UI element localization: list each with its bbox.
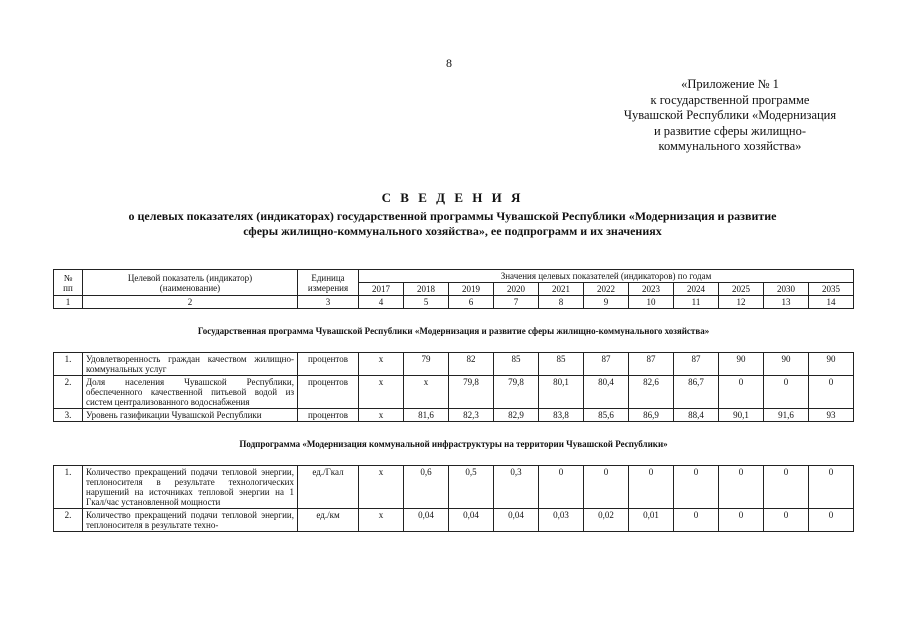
indicator-value: 83,8 (539, 409, 584, 422)
indicator-value: 79,8 (449, 376, 494, 409)
column-number: 7 (494, 296, 539, 309)
header-year: 2035 (809, 283, 854, 296)
indicator-value: 0 (764, 466, 809, 509)
indicator-name: Уровень газификации Чувашской Республики (83, 409, 298, 422)
table-row (54, 353, 854, 376)
indicator-value: 81,6 (404, 409, 449, 422)
indicator-value: x (404, 376, 449, 409)
indicator-value: 87 (674, 353, 719, 376)
subtitle-line: о целевых показателях (индикаторах) государственной программы Чувашской Республики «Модернизация и развитие (128, 209, 777, 223)
indicator-value: 91,6 (764, 409, 809, 422)
indicator-value: 0,04 (449, 509, 494, 532)
indicator-unit: ед./Гкал (298, 466, 359, 509)
indicator-value: 90 (764, 353, 809, 376)
appendix-note (600, 77, 860, 155)
header-year: 2030 (764, 283, 809, 296)
header-unit: Единица измерения (298, 270, 359, 296)
table-header-row (54, 270, 854, 283)
indicator-value: x (359, 353, 404, 376)
indicator-value: 0 (764, 376, 809, 409)
header-year: 2018 (404, 283, 449, 296)
indicator-value: x (359, 466, 404, 509)
indicator-value: 85,6 (584, 409, 629, 422)
header-year: 2019 (449, 283, 494, 296)
indicator-value: 80,4 (584, 376, 629, 409)
indicator-value: 82,6 (629, 376, 674, 409)
indicator-value: 0 (719, 509, 764, 532)
indicator-value: 79,8 (494, 376, 539, 409)
indicator-value: 90 (809, 353, 854, 376)
header-indicator: Целевой показатель (индикатор) (наименование) (83, 270, 298, 296)
indicator-value: 0,04 (404, 509, 449, 532)
table-row (54, 466, 854, 509)
indicator-value: 82,9 (494, 409, 539, 422)
indicator-value: 0 (674, 509, 719, 532)
row-number: 1. (54, 466, 83, 509)
row-number: 2. (54, 376, 83, 409)
table-row (54, 376, 854, 409)
row-number: 2. (54, 509, 83, 532)
indicator-value: 90,1 (719, 409, 764, 422)
appendix-line: и развитие сферы жилищно- (653, 123, 807, 138)
header-year: 2017 (359, 283, 404, 296)
indicator-value: 0 (719, 376, 764, 409)
header-year: 2020 (494, 283, 539, 296)
indicator-value: 0 (809, 509, 854, 532)
indicator-value: 80,1 (539, 376, 584, 409)
column-number: 14 (809, 296, 854, 309)
indicator-value: 0 (539, 466, 584, 509)
indicator-unit: ед./км (298, 509, 359, 532)
indicator-unit: процентов (298, 353, 359, 376)
indicator-value: 93 (809, 409, 854, 422)
indicator-value: 79 (404, 353, 449, 376)
indicator-value: 0,02 (584, 509, 629, 532)
indicator-value: 0,01 (629, 509, 674, 532)
indicator-value: 82 (449, 353, 494, 376)
indicator-value: x (359, 376, 404, 409)
indicator-value: 0 (629, 466, 674, 509)
appendix-line: Чувашской Республики «Модернизация (623, 108, 837, 122)
indicator-value: x (359, 409, 404, 422)
column-number: 3 (298, 296, 359, 309)
column-number: 13 (764, 296, 809, 309)
header-year: 2021 (539, 283, 584, 296)
indicator-name: Количество прекращений подачи тепловой энергии, теплоносителя в результате технологических нарушений на источниках тепловой энергии на 1 Гкал/час установленной мощности (83, 466, 298, 509)
document-heading (40, 190, 865, 239)
indicator-value: 86,7 (674, 376, 719, 409)
indicator-value: 87 (584, 353, 629, 376)
indicator-value: 0 (674, 466, 719, 509)
header-num: № пп (54, 270, 83, 296)
indicator-unit: процентов (298, 376, 359, 409)
column-number: 10 (629, 296, 674, 309)
indicator-value: 0 (809, 376, 854, 409)
indicator-value: 0,5 (449, 466, 494, 509)
indicator-name: Доля населения Чувашской Республики, обеспеченного качественной питьевой водой из систем централизованного водоснабжения (83, 376, 298, 409)
appendix-line: «Приложение № 1 (681, 77, 779, 91)
indicator-value: 0 (719, 466, 764, 509)
section-title-row (54, 309, 854, 353)
indicator-value: 87 (629, 353, 674, 376)
indicator-unit: процентов (298, 409, 359, 422)
indicator-value: 0,04 (494, 509, 539, 532)
document-title: С В Е Д Е Н И Я (381, 190, 524, 205)
indicator-value: 0 (764, 509, 809, 532)
column-number: 12 (719, 296, 764, 309)
column-number: 6 (449, 296, 494, 309)
header-values-group: Значения целевых показателей (индикаторов) по годам (359, 270, 854, 283)
section-title-row (54, 422, 854, 466)
column-number: 4 (359, 296, 404, 309)
table-row (54, 409, 854, 422)
header-year: 2023 (629, 283, 674, 296)
indicator-name: Удовлетворенность граждан качеством жилищно-коммунальных услуг (83, 353, 298, 376)
appendix-line: коммунального хозяйства» (658, 139, 802, 153)
indicator-value: 86,9 (629, 409, 674, 422)
page-number: 8 (446, 56, 452, 70)
indicators-table (53, 269, 854, 532)
table-row (54, 509, 854, 532)
section-title: Подпрограмма «Модернизация коммунальной инфраструктуры на территории Чувашской Республики» (54, 422, 854, 466)
header-year: 2025 (719, 283, 764, 296)
header-year: 2022 (584, 283, 629, 296)
indicator-value: 0 (809, 466, 854, 509)
section-title: Государственная программа Чувашской Республики «Модернизация и развитие сферы жилищно-коммунального хозяйства» (54, 309, 854, 353)
indicator-value: 0 (584, 466, 629, 509)
subtitle-line: сферы жилищно-коммунального хозяйства», ее подпрограмм и их значениях (243, 224, 662, 238)
column-number: 9 (584, 296, 629, 309)
column-number: 1 (54, 296, 83, 309)
indicator-value: 90 (719, 353, 764, 376)
indicator-value: x (359, 509, 404, 532)
appendix-line: к государственной программе (650, 92, 810, 107)
document-subtitle (40, 209, 865, 239)
column-number: 11 (674, 296, 719, 309)
indicator-value: 0,3 (494, 466, 539, 509)
column-number: 5 (404, 296, 449, 309)
indicator-value: 85 (539, 353, 584, 376)
indicator-value: 85 (494, 353, 539, 376)
column-number: 2 (83, 296, 298, 309)
indicator-name: Количество прекращений подачи тепловой энергии, теплоносителя в результате техно- (83, 509, 298, 532)
column-number: 8 (539, 296, 584, 309)
indicator-value: 82,3 (449, 409, 494, 422)
row-number: 3. (54, 409, 83, 422)
table-column-numbers-row (54, 296, 854, 309)
indicator-value: 0,03 (539, 509, 584, 532)
header-year: 2024 (674, 283, 719, 296)
indicator-value: 88,4 (674, 409, 719, 422)
indicator-value: 0,6 (404, 466, 449, 509)
row-number: 1. (54, 353, 83, 376)
